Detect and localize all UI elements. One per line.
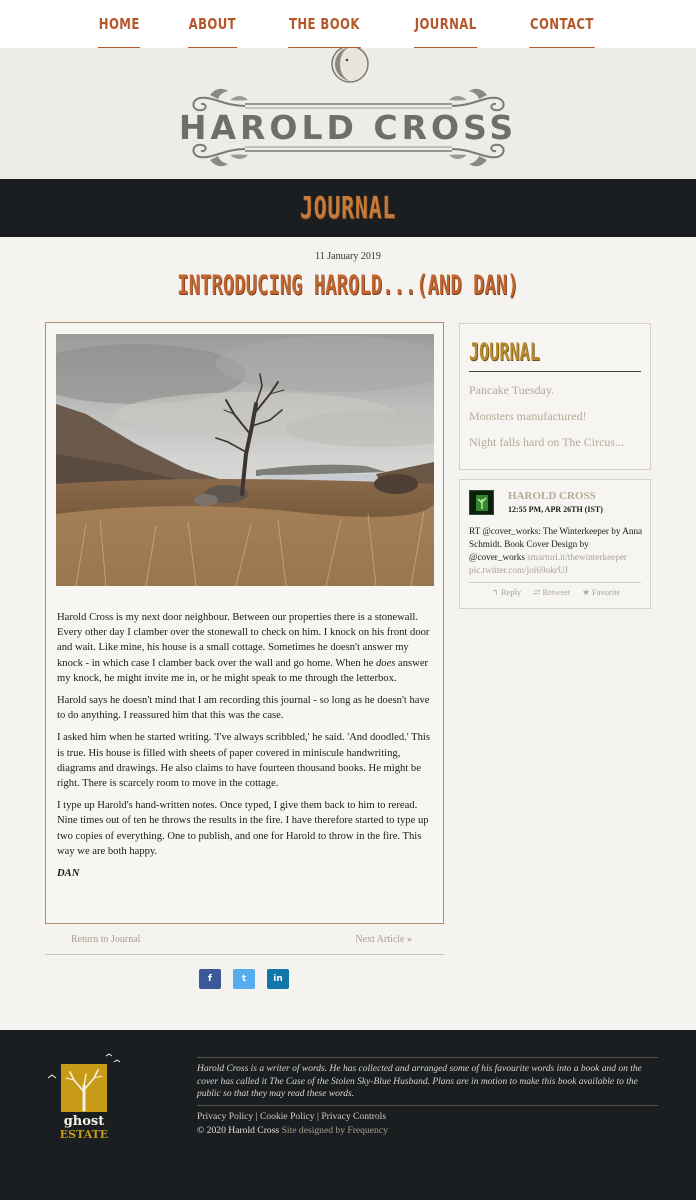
nav-journal[interactable]: JOURNAL xyxy=(413,14,476,48)
avatar[interactable] xyxy=(469,490,494,515)
ghost-estate-logo[interactable] xyxy=(44,1052,128,1142)
twitter-share-button[interactable]: t xyxy=(233,969,255,989)
post-title: INTRODUCING HAROLD...(AND DAN) xyxy=(177,270,519,301)
tweet-text: RT @cover_works: The Winterkeeper by Anna Schmidt. Book Cover Design by @cover_works smarturl.it/thewinterkeeper pic.twitter.com/joi69okrUJ xyxy=(469,526,643,575)
star-icon: ★ xyxy=(582,587,590,597)
article-photo xyxy=(56,334,434,586)
post-date: 11 January 2019 xyxy=(315,251,381,262)
footer-links: Privacy Policy | Cookie Policy | Privacy Controls xyxy=(197,1111,387,1122)
tweet-timestamp[interactable]: 12:55 PM, APR 26TH (IST) xyxy=(508,505,603,514)
main-nav xyxy=(0,0,696,48)
article-paragraph: I asked him when he started writing. 'I've always scribbled,' he said. 'And doodled.' This is true. His house is filled with sheets of paper covered in miniscule handwriting, diagrams and drawings. He also claims to have fourteen thousand books. He might be right. There is scarcely room to move in the cottage. xyxy=(57,732,430,790)
facebook-share-button[interactable]: f xyxy=(199,969,221,989)
logo-text-bottom: ESTATE xyxy=(59,1128,109,1141)
retweet-icon: ⇄ xyxy=(533,587,541,597)
privacy-policy-link[interactable]: Privacy Policy xyxy=(197,1111,254,1122)
divider xyxy=(197,1057,658,1058)
reply-button[interactable]: ↰ Reply xyxy=(491,587,522,597)
article-signature: DAN xyxy=(57,868,80,880)
article-pager xyxy=(45,930,444,955)
tweet-actions xyxy=(460,587,652,598)
linkedin-share-button[interactable]: in xyxy=(267,969,289,989)
article-paragraph: I type up Harold's hand-written notes. Once typed, I give them back to him to reread. Nine times out of ten he throws the results in the fire. I have therefore started to type up two copies of everything. One to publish, and one for Harold to throw in the fire. This way we are both happy. xyxy=(57,800,429,857)
privacy-controls-link[interactable]: Privacy Controls xyxy=(321,1111,387,1122)
tweet-pic-link[interactable]: pic.twitter.com/joi69okrUJ xyxy=(469,565,569,575)
twitter-widget xyxy=(459,479,651,609)
footer-about: Harold Cross is a writer of words. He has collected and arranged some of his favourite words into a book and on the cover has called it The Case of the Stolen Sky-Blue Husband. Plans are in motion to make this book available to the public so that they may read these words. xyxy=(197,1064,642,1099)
article-card xyxy=(45,322,444,924)
reply-icon: ↰ xyxy=(491,587,499,597)
favorite-button[interactable]: ★ Favorite xyxy=(582,587,621,597)
sidebar-journal xyxy=(459,323,651,470)
header-banner xyxy=(0,48,696,179)
section-title: JOURNAL xyxy=(299,191,397,226)
site-logo-text[interactable]: HAROLD CROSS xyxy=(178,108,518,147)
divider xyxy=(197,1105,658,1106)
ghost-tree-avatar-icon xyxy=(470,491,495,516)
logo-text-top: ghost xyxy=(63,1114,105,1129)
site-footer xyxy=(0,1030,696,1200)
ghost-estate-tree-icon xyxy=(44,1052,128,1142)
landscape-tree-image xyxy=(56,334,434,586)
double-chevron-right-icon: » xyxy=(407,934,412,945)
nav-contact[interactable]: CONTACT xyxy=(529,14,594,48)
article-paragraph: Harold says he doesn't mind that I am recording this journal - so long as he doesn't have to do anything. I reassured him that this was the case. xyxy=(57,695,430,722)
article-paragraph: Harold Cross is my next door neighbour. Between our properties there is a stonewall. Every other day I clamber over the stonewall to check on him. I knock on his front door and wait. Like mine, his house is a small cottage. Sometimes he doesn't answer my knock - in which case I clamber back over the wall and go home. When he does answer my knock, he might invite me in, or he might speak to me through the letterbox. xyxy=(57,612,430,684)
footer-copyright: © 2020 Harold Cross Site designed by Frequency xyxy=(197,1125,388,1136)
cookie-policy-link[interactable]: Cookie Policy xyxy=(259,1111,315,1122)
nav-about[interactable]: ABOUT xyxy=(188,14,237,48)
next-article-link[interactable]: Next Article » xyxy=(355,934,412,945)
tweet-link[interactable]: smarturl.it/thewinterkeeper xyxy=(527,552,627,562)
retweet-button[interactable]: ⇄ Retweet xyxy=(533,587,571,597)
sidebar-journal-title: JOURNAL xyxy=(469,338,540,366)
nav-the-book[interactable]: THE BOOK xyxy=(288,14,360,48)
tweet-author-name[interactable]: HAROLD CROSS xyxy=(508,490,596,502)
designer-credit-link[interactable]: Site designed by Frequency xyxy=(281,1125,388,1136)
divider xyxy=(469,582,641,583)
return-to-journal-link[interactable]: Return to Journal xyxy=(71,934,141,945)
divider xyxy=(469,371,641,372)
section-title-bar xyxy=(0,179,696,237)
nav-home[interactable]: HOME xyxy=(98,14,140,48)
sidebar-journal-link[interactable]: Pancake Tuesday. xyxy=(469,383,555,397)
crescent-moon-icon xyxy=(332,48,368,82)
sidebar-journal-link[interactable]: Night falls hard on The Circus... xyxy=(469,435,625,449)
article-body xyxy=(57,610,433,888)
sidebar-journal-link[interactable]: Monsters manufactured! xyxy=(469,409,587,423)
